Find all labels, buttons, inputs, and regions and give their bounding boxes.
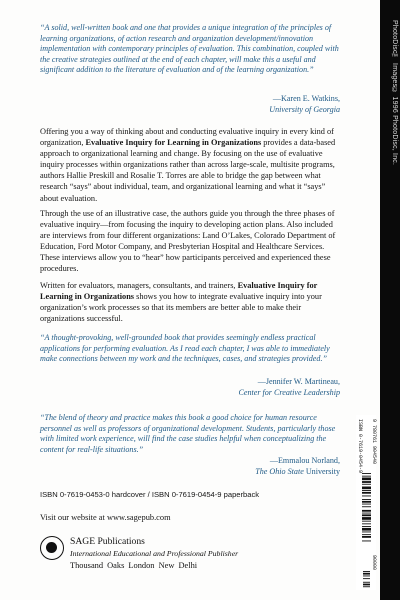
reviewer-name-3: —Emmalou Norland,: [269, 456, 340, 465]
description-paragraph-3: Written for evaluators, managers, consultants, and trainers, Evaluative Inquiry for Learning in Organizations shows you how to integrate evaluative inquiry into your organization’s work processes so that its members are better able to make their organizations successful.: [40, 281, 322, 324]
book-title: Evaluative Inquiry for Learning in Organizations: [85, 138, 262, 148]
publisher-cities: Thousand Oaks London New Delhi: [70, 561, 198, 570]
publisher-name: SAGE Publications: [70, 536, 145, 547]
review-attribution-1: [150, 94, 340, 115]
description-paragraph-1: Offering you a way of thinking about and conducting evaluative inquiry in every kind of organization, Evaluative Inquiry for Learning in Organizations provides a data-based approach to organizational learning and change. By focusing on the use of evaluative inquiry processes within organizations rather than across large-scale, multisite programs, authors Hallie Preskill and Rosalie T. Torres are able to bridge the gap between what research “says” about individual, team, and organizational learning and what it “says” about evaluation.: [40, 127, 336, 203]
photo-credit: PhotoDisc™ Images© 1996 PhotoDisc, Inc.: [391, 20, 398, 166]
book-title: Evaluative Inquiry for Learning in Organizations: [40, 281, 318, 302]
publisher-tagline: International Educational and Professional Publisher: [70, 549, 239, 558]
barcode-addon-digits: 90000: [371, 555, 377, 571]
review-quote-1: “A solid, well-written book and one that provides a unique integration of the principles of learning organizations, of action research and organization development/innovation implementation with contemporary principles of evaluation. This combination, coupled with the creative strategies outlined at the end of each chapter, will make this a useful and significant addition to the literature of evaluation and of the learning organization.”: [40, 23, 339, 75]
review-quote-2: “A thought-provoking, well-grounded book that provides seemingly endless practical applications for performing evaluation. As I read each chapter, I was able to immediately make connections between my work and the techniques, cases, and strategies provided.”: [40, 333, 330, 364]
isbn-line: ISBN 0-7619-0453-0 hardcover / ISBN 0-7619-0454-9 paperback: [40, 490, 260, 499]
reviewer-name-2: —Jennifer W. Martineau,: [257, 377, 340, 386]
review-quote-3: “The blend of theory and practice makes this book a good choice for human resource personnel as well as professors of organizational development. Students, particularly those with limited work experience, will find the case studies helpful when conceptualizing the content for real-life situations.”: [40, 413, 336, 454]
description-paragraph-2: Through the use of an illustrative case, the authors guide you through the three phases of evaluative inquiry—from focusing the inquiry to developing action plans. Also included are interviews from four different organizations: Land O’Lakes, Colorado Department of Education, Ford Motor Company, and Presbyterian Hospital and Healthcare Services. These interviews allow you to “hear” how participants perceived and experienced these procedures.: [40, 209, 336, 274]
reviewer-name-1: —Karen E. Watkins,: [272, 94, 340, 103]
reviewer-affiliation-1: University of Georgia: [269, 104, 340, 114]
barcode-isbn-label: ISBN 0-7619-0454-9: [357, 419, 363, 474]
barcode-digits: 9 780761 904540: [371, 419, 377, 465]
reviewer-affiliation-3: The Ohio State University: [255, 466, 340, 476]
review-attribution-2: [150, 377, 340, 398]
sage-logo-icon: [40, 536, 64, 560]
review-attribution-3: [150, 456, 340, 477]
barcode: [356, 415, 376, 590]
website-text: Visit our website at www.sagepub.com: [40, 513, 171, 522]
reviewer-affiliation-2: Center for Creative Leadership: [238, 387, 340, 397]
